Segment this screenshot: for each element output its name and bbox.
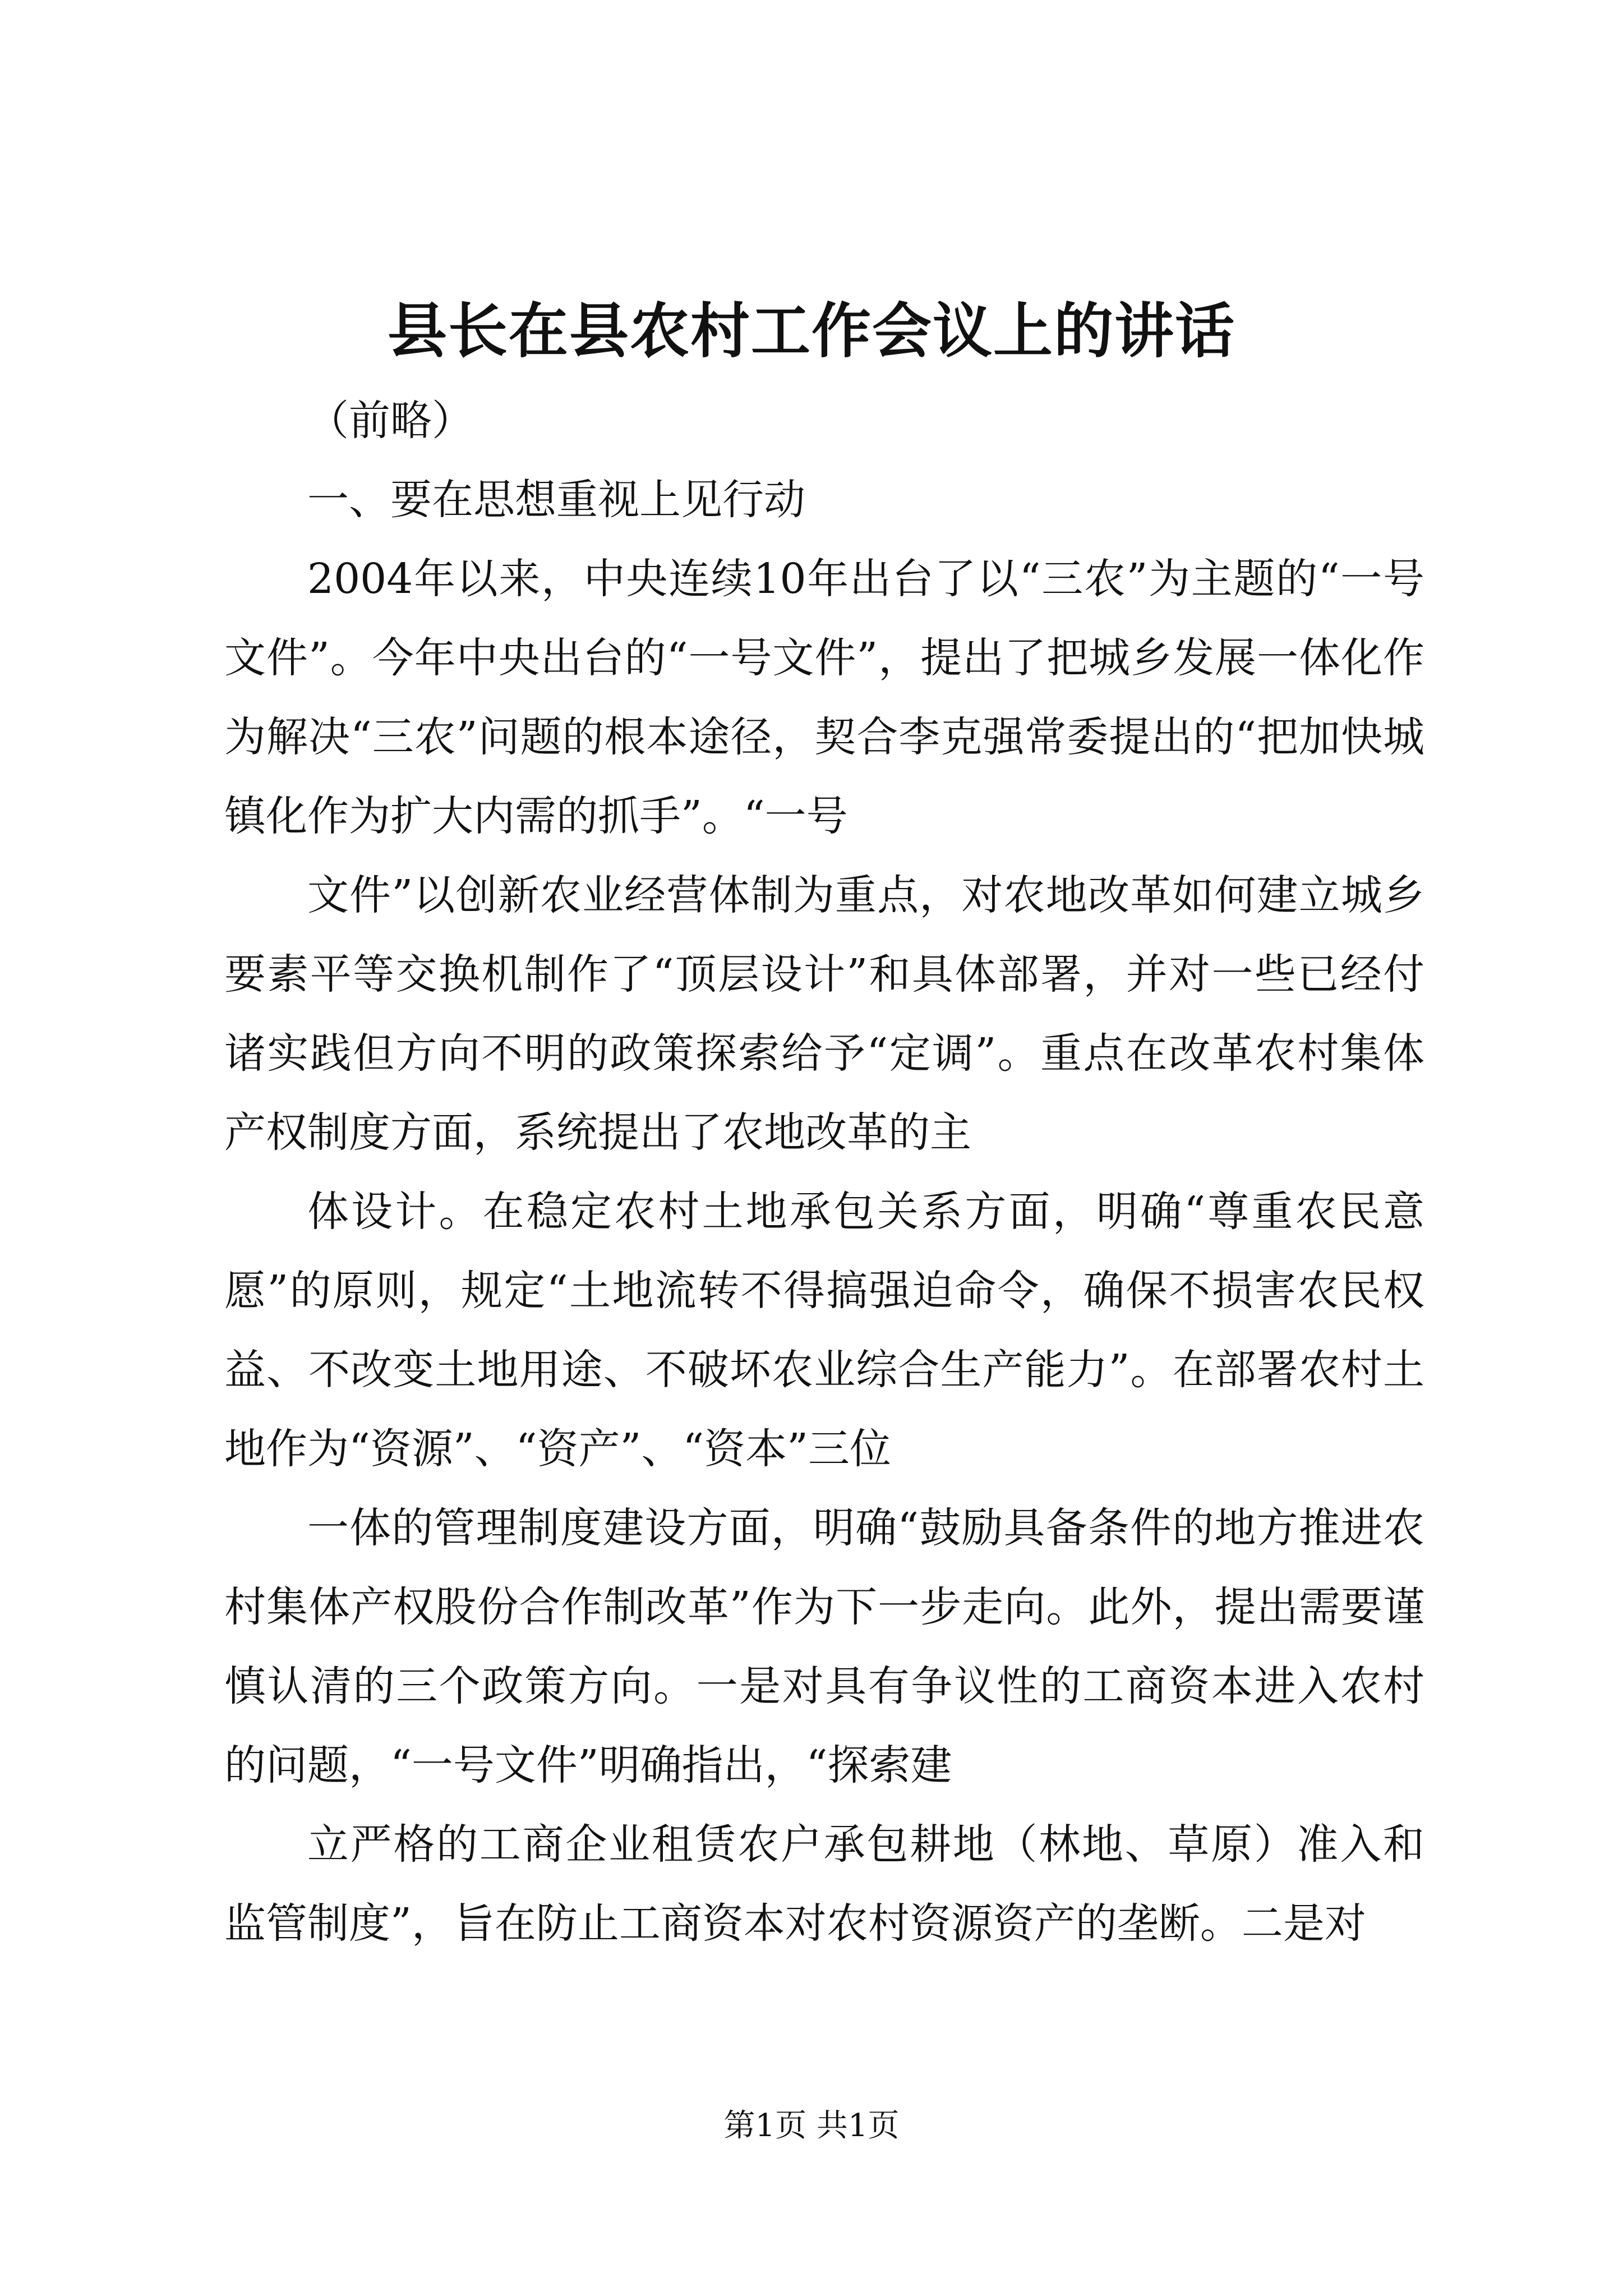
paragraph: 文件”以创新农业经营体制为重点，对农地改革如何建立城乡要素平等交换机制作了“顶层设计”和具体部署，并对一些已经付诸实践但方向不明的政策探索给予“定调”。重点在改革农村集体产权制度方面，系统提出了农地改革的主 bbox=[224, 871, 1424, 1157]
paragraph-preface: （前略） bbox=[307, 397, 473, 445]
paragraph: 一体的管理制度建设方面，明确“鼓励具备条件的地方推进农村集体产权股份合作制改革”作为下一步走向。此外，提出需要谨慎认清的三个政策方向。一是对具有争议性的工商资本进入农村的问题，“一号文件”明确指出，“探索建 bbox=[224, 1504, 1424, 1789]
document-body bbox=[224, 381, 1424, 1963]
paragraph: 立严格的工商企业租赁农户承包耕地（林地、草原）准入和监管制度”，旨在防止工商资本对农村资源资产的垄断。二是对 bbox=[224, 1820, 1424, 1948]
section-heading: 一、要在思想重视上见行动 bbox=[307, 476, 805, 524]
document-title: 县长在县农村工作会议上的讲话 bbox=[388, 296, 1235, 366]
paragraph: 体设计。在稳定农村土地承包关系方面，明确“尊重农民意愿”的原则，规定“土地流转不得搞强迫命令，确保不损害农民权益、不改变土地用途、不破坏农业综合生产能力”。在部署农村土地作为“资源”、“资产”、“资本”三位 bbox=[224, 1188, 1424, 1473]
paragraph: 2004年以来，中央连续10年出台了以“三农”为主题的“一号文件”。今年中央出台的“一号文件”，提出了把城乡发展一体化作为解决“三农”问题的根本途径，契合李克强常委提出的“把加快城镇化作为扩大内需的抓手”。“一号 bbox=[224, 555, 1424, 840]
page-footer: 第1页 共1页 bbox=[723, 2108, 900, 2144]
